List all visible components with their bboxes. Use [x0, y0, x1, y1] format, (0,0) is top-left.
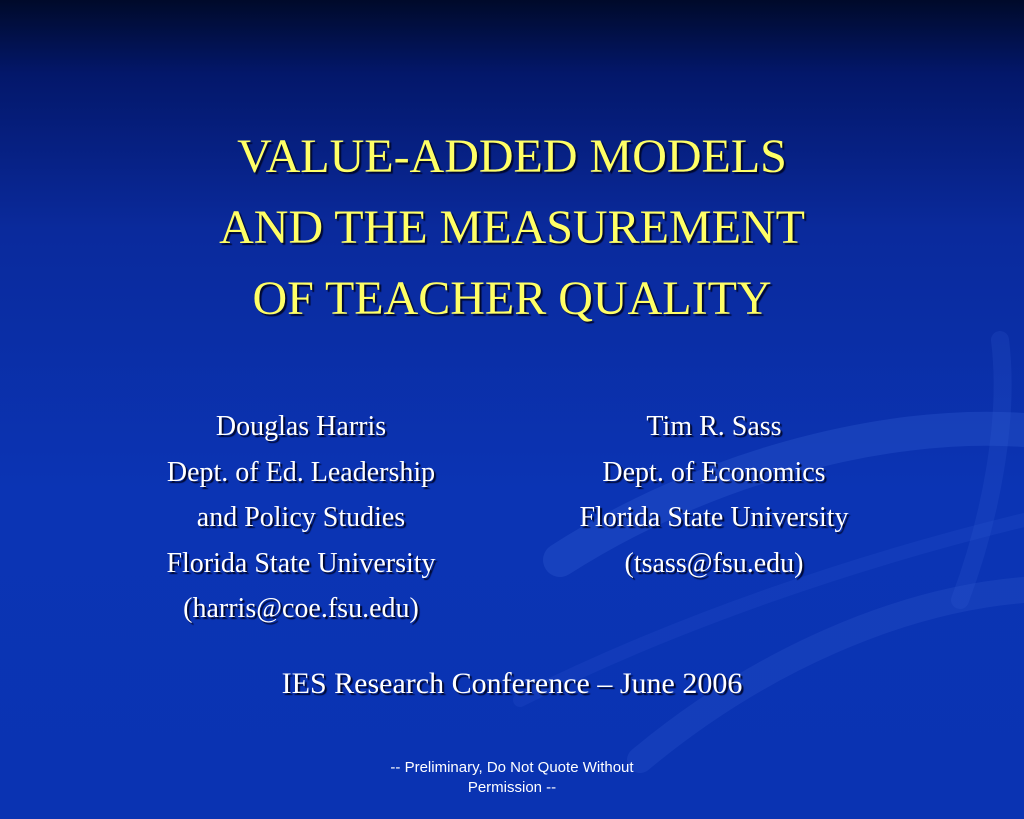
title-line: AND THE MEASUREMENT	[219, 201, 805, 254]
author-email: (harris@coe.fsu.edu)	[183, 593, 419, 624]
author-university: Florida State University	[166, 547, 436, 579]
author-department: Dept. of Economics	[602, 456, 826, 488]
author-block-sass	[514, 404, 914, 586]
author-name: Douglas Harris	[215, 411, 387, 442]
title-line: OF TEACHER QUALITY	[252, 272, 772, 325]
author-university: Florida State University	[579, 502, 849, 533]
footer-line: Permission --	[467, 779, 557, 796]
title-line: VALUE-ADDED MODELS	[237, 130, 787, 183]
author-email: (tsass@fsu.edu)	[624, 547, 804, 579]
slide-title	[112, 121, 912, 334]
author-department: Dept. of Ed. Leadership	[166, 456, 436, 488]
conference-line: IES Research Conference – June 2006	[281, 667, 743, 700]
author-block-harris	[91, 404, 511, 632]
footer-disclaimer	[312, 758, 712, 798]
footer-line: -- Preliminary, Do Not Quote Without	[390, 759, 634, 776]
author-department-continued: and Policy Studies	[196, 502, 406, 533]
author-name: Tim R. Sass	[646, 411, 782, 442]
